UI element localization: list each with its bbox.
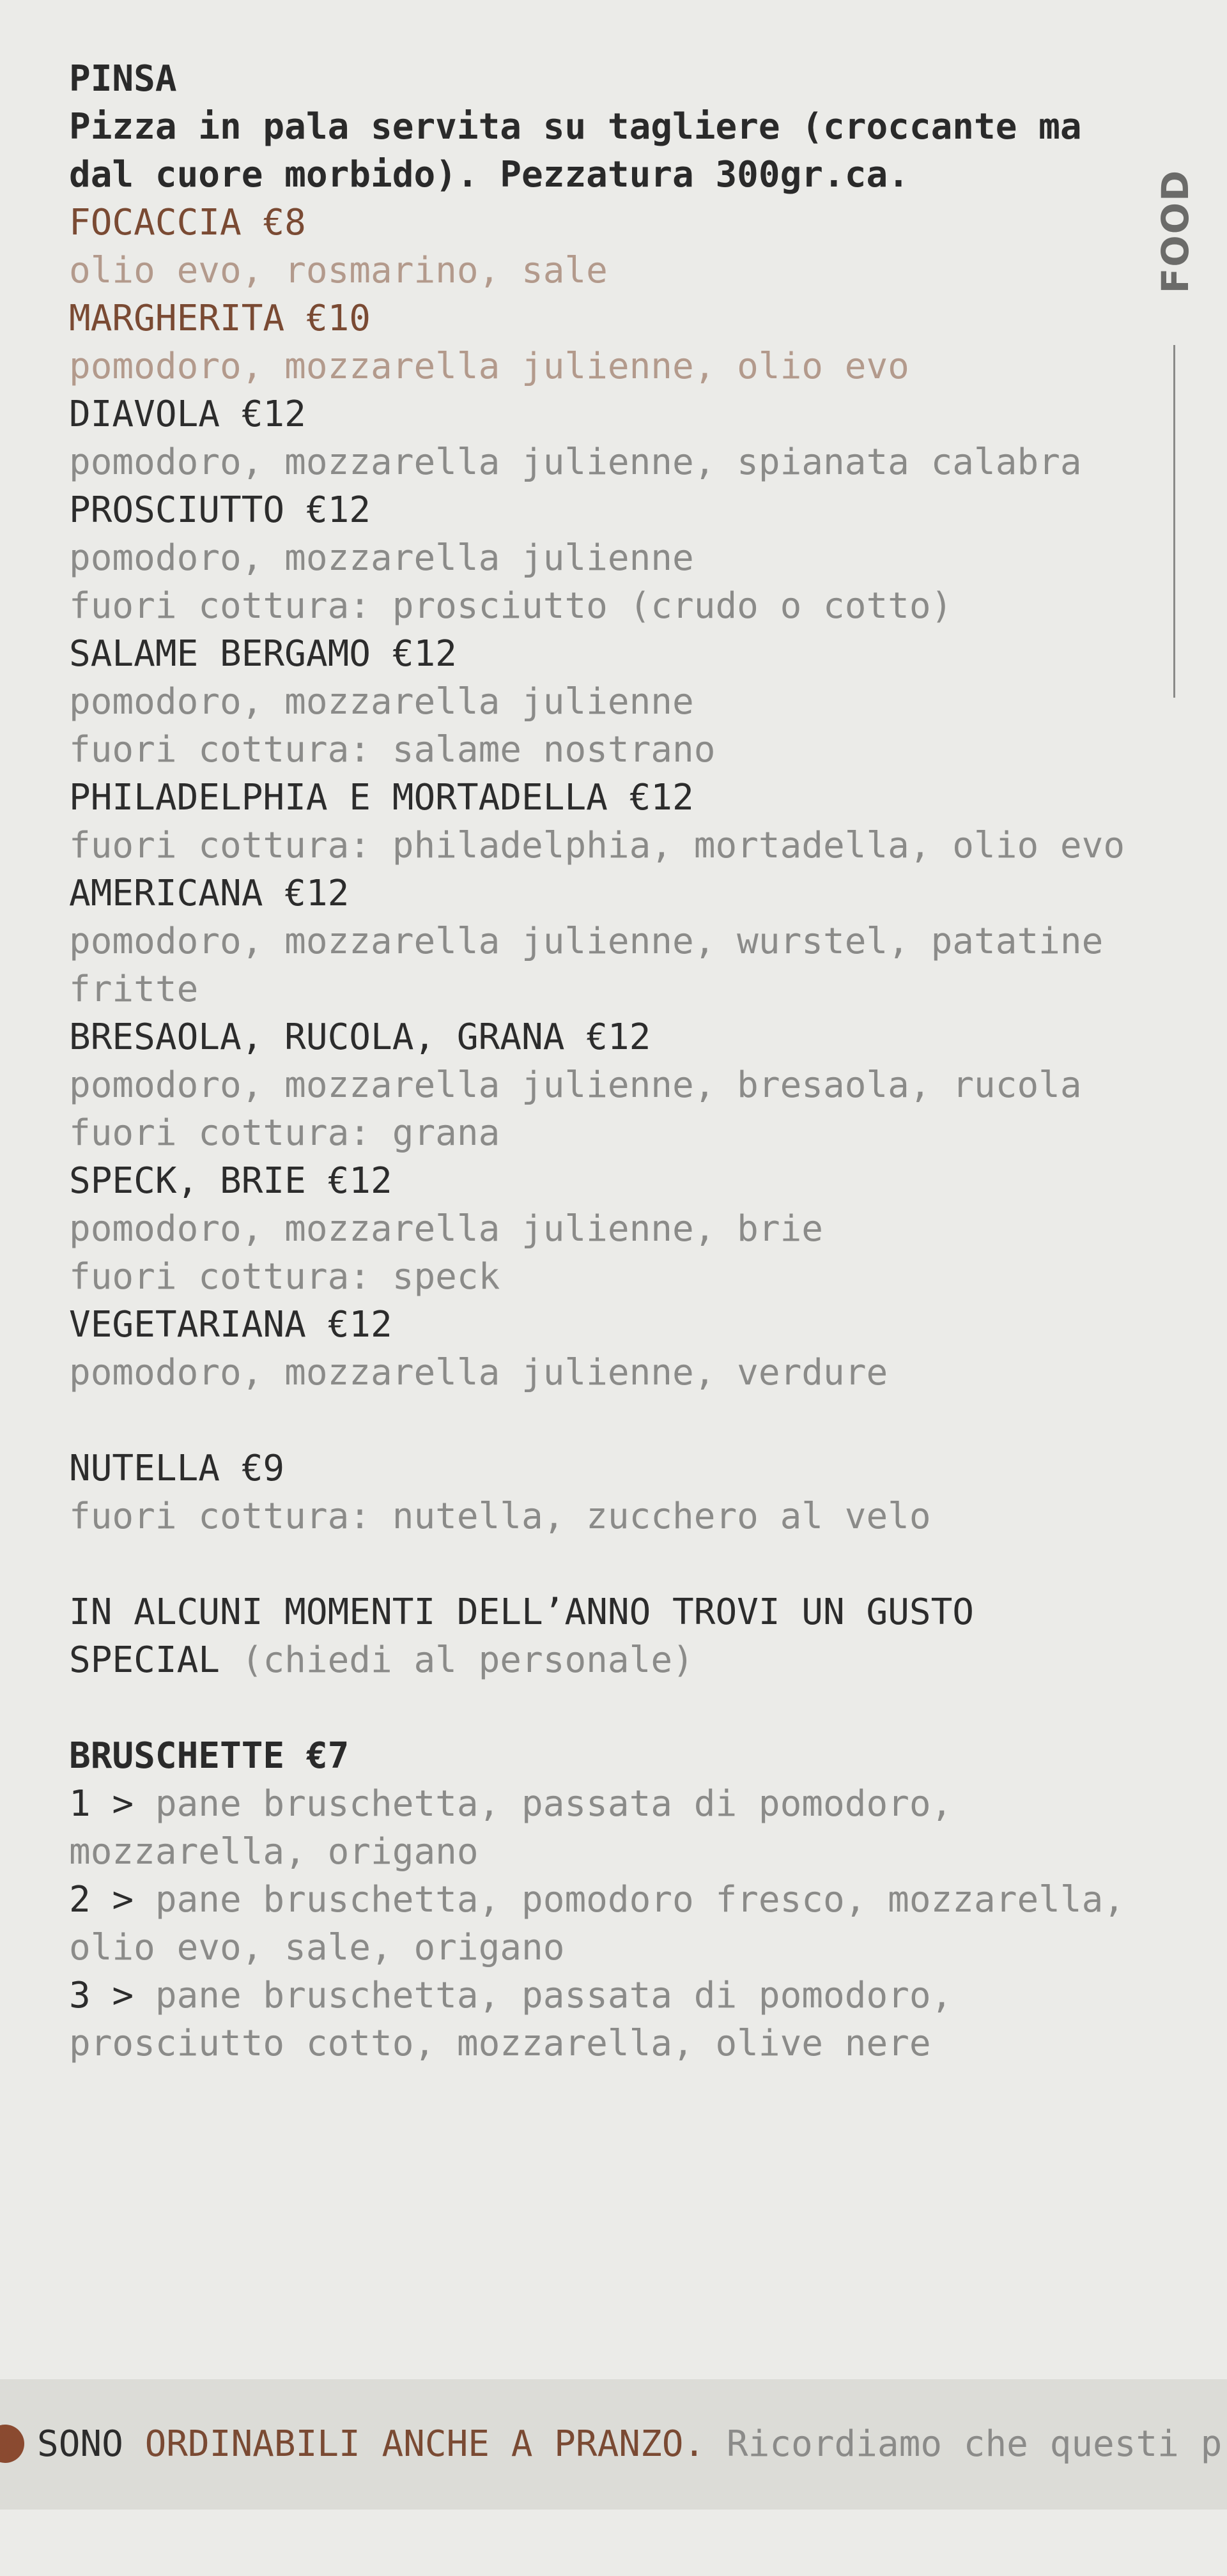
special-line-2 — [69, 1636, 1155, 1684]
menu-item-desc: pomodoro, mozzarella julienne, olio evo — [69, 346, 909, 387]
dot-icon — [0, 2425, 24, 2463]
bruschette-number: 3 > — [69, 1975, 155, 2016]
marquee-banner — [0, 2379, 1227, 2510]
food-side-label[interactable] — [1152, 169, 1198, 294]
marquee-part-3: Ricordiamo che questi p — [705, 2423, 1223, 2465]
menu-item-name: VEGETARIANA €12 — [69, 1304, 392, 1346]
menu-item-desc: fuori cottura: grana — [69, 1112, 500, 1154]
menu-item-desc: pomodoro, mozzarella julienne — [69, 537, 694, 579]
menu-item-desc: fritte — [69, 969, 199, 1010]
spacer — [69, 1397, 1155, 1445]
special-label: SPECIAL — [69, 1639, 220, 1681]
menu-item-desc: fuori cottura: salame nostrano — [69, 729, 716, 770]
menu-item-desc: pomodoro, mozzarella julienne, verdure — [69, 1352, 888, 1393]
bruschette-number: 2 > — [69, 1879, 155, 1920]
menu-item-desc: pomodoro, mozzarella julienne, brie — [69, 1208, 824, 1250]
side-scroll-indicator[interactable] — [1173, 345, 1175, 698]
bruschette-entry — [69, 1876, 1155, 1924]
bruschette-desc: pane bruschetta, passata di pomodoro, — [155, 1783, 953, 1825]
menu-item-name: PROSCIUTTO €12 — [69, 489, 371, 531]
spacer — [69, 1684, 1155, 1732]
bruschette-title: BRUSCHETTE €7 — [69, 1735, 350, 1777]
pinsa-menu — [69, 55, 1155, 2067]
bruschette-entry — [69, 1780, 1155, 1828]
nutella-item-name: NUTELLA €9 — [69, 1448, 285, 1489]
section-subtitle: Pizza in pala servita su tagliere (croccante ma dal cuore morbido). Pezzatura 300gr.ca. — [69, 106, 1082, 195]
bruschette-entry — [69, 1972, 1155, 2020]
menu-item-desc: fuori cottura: prosciutto (crudo o cotto) — [69, 585, 953, 627]
bruschette-desc: pane bruschetta, passata di pomodoro, — [155, 1975, 953, 2016]
section-title: PINSA — [69, 58, 177, 100]
menu-item-name: SPECK, BRIE €12 — [69, 1160, 392, 1202]
bruschette-desc-cont: olio evo, sale, origano — [69, 1927, 565, 1968]
bruschette-desc-cont: mozzarella, origano — [69, 1831, 479, 1873]
menu-item-desc: fuori cottura: philadelphia, mortadella, olio evo — [69, 825, 1125, 866]
menu-item-name: MARGHERITA €10 — [69, 298, 371, 339]
marquee-part-2: ORDINABILI ANCHE A PRANZO. — [144, 2423, 706, 2465]
special-note: (chiedi al personale) — [220, 1639, 694, 1681]
special-line-1: IN ALCUNI MOMENTI DELL’ANNO TROVI UN GUSTO — [69, 1591, 975, 1633]
menu-item-name: FOCACCIA €8 — [69, 202, 306, 243]
marquee-part-1: SONO — [37, 2423, 145, 2465]
menu-item-desc: pomodoro, mozzarella julienne, spianata calabra — [69, 441, 1082, 483]
menu-item-name: BRESAOLA, RUCOLA, GRANA €12 — [69, 1016, 651, 1058]
menu-item-name: SALAME BERGAMO €12 — [69, 633, 457, 675]
spacer — [69, 1540, 1155, 1588]
marquee-text — [37, 2420, 1222, 2468]
bruschette-desc: pane bruschetta, pomodoro fresco, mozzarella, — [155, 1879, 1125, 1920]
nutella-item-desc: fuori cottura: nutella, zucchero al velo — [69, 1496, 931, 1537]
food-label-text: FOOD — [1154, 169, 1198, 294]
menu-item-desc: fuori cottura: speck — [69, 1256, 500, 1298]
bruschette-number: 1 > — [69, 1783, 155, 1825]
menu-item-desc: pomodoro, mozzarella julienne, wurstel, patatine — [69, 921, 1104, 962]
menu-item-name: AMERICANA €12 — [69, 873, 350, 914]
menu-item-name: PHILADELPHIA E MORTADELLA €12 — [69, 777, 694, 818]
menu-item-desc: pomodoro, mozzarella julienne, bresaola, rucola — [69, 1064, 1082, 1106]
bruschette-desc-cont: prosciutto cotto, mozzarella, olive nere — [69, 2023, 931, 2064]
menu-item-desc: pomodoro, mozzarella julienne — [69, 681, 694, 723]
menu-item-desc: olio evo, rosmarino, sale — [69, 250, 608, 291]
menu-item-name: DIAVOLA €12 — [69, 394, 306, 435]
